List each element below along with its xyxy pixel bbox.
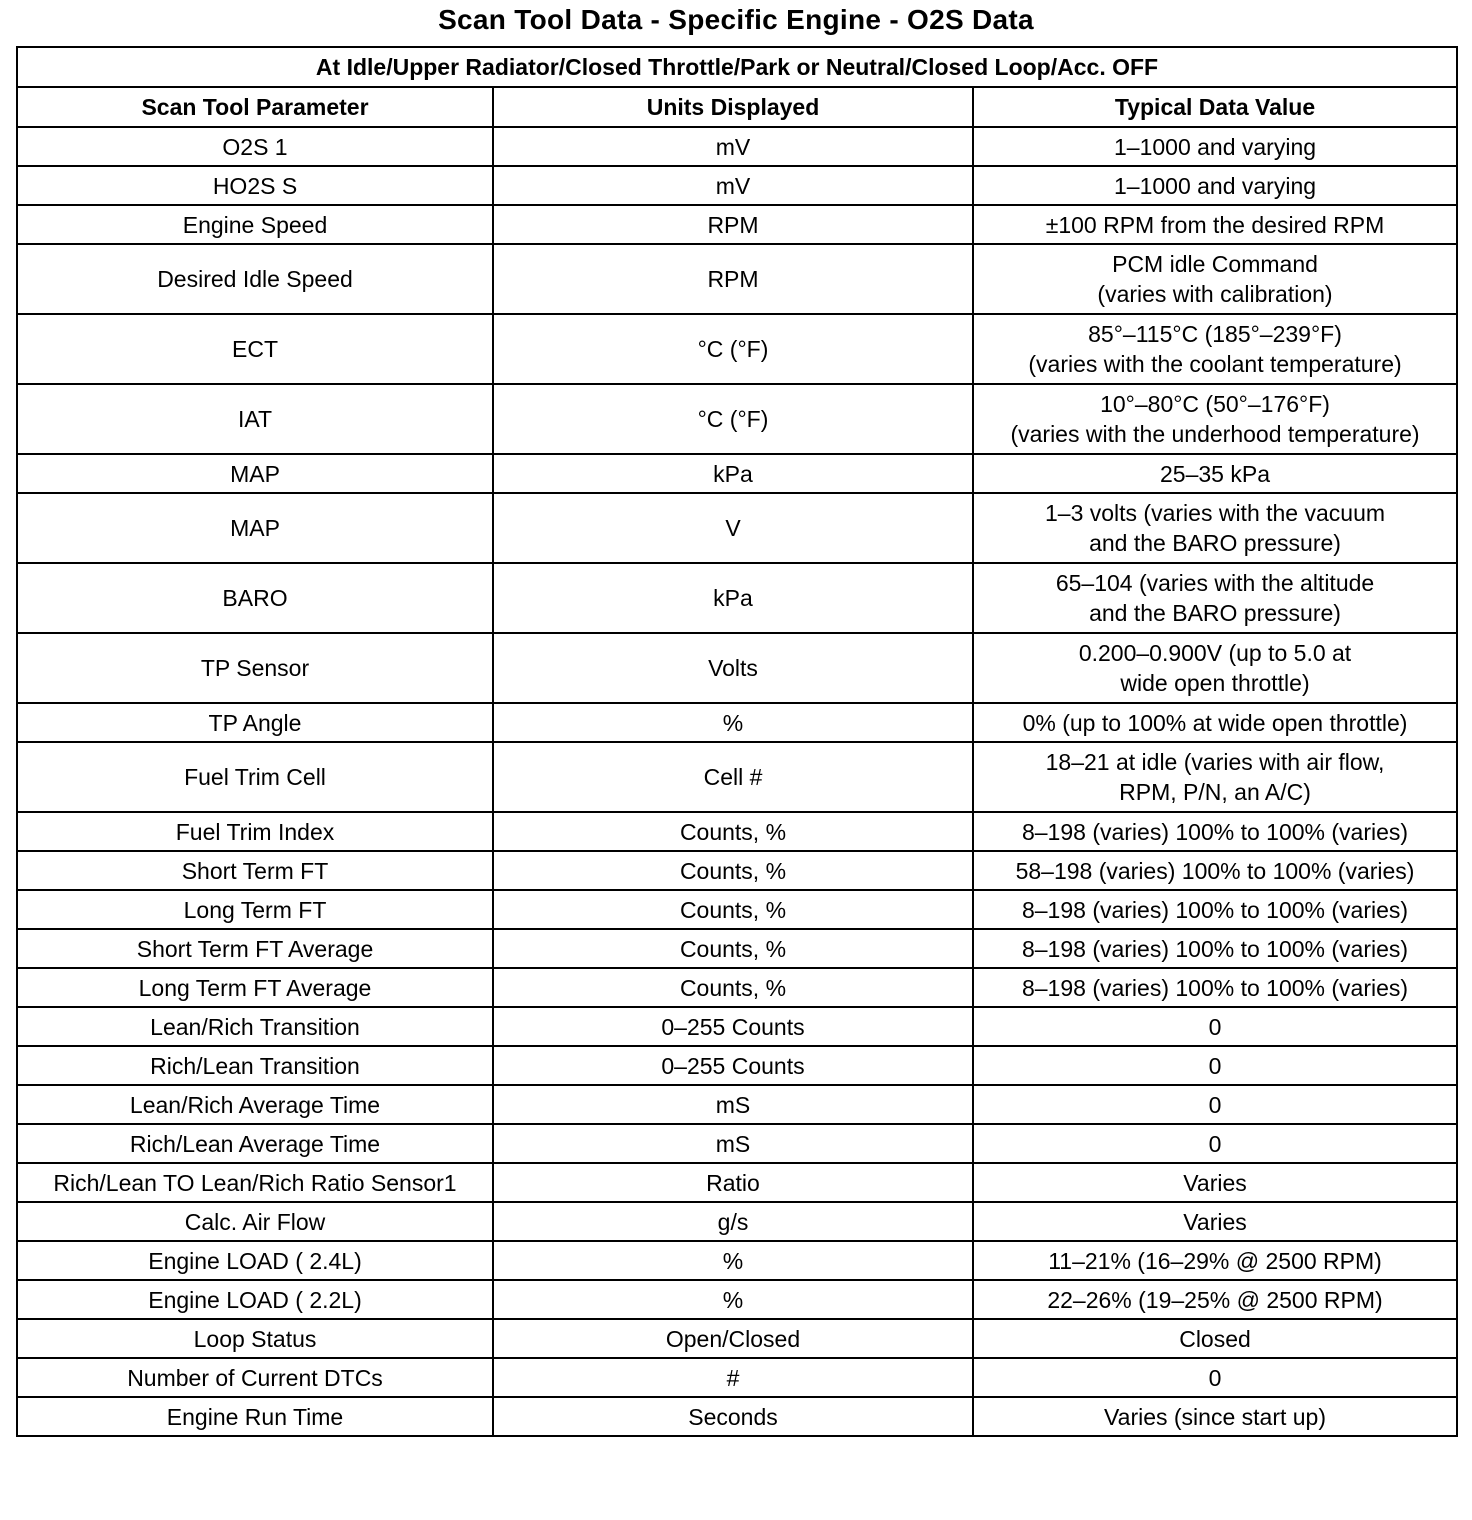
value-cell: [973, 1397, 1457, 1436]
units-cell: 0–255 Counts: [493, 1007, 973, 1046]
parameter-cell: Fuel Trim Cell: [17, 742, 493, 812]
value-cell: [973, 633, 1457, 703]
table-row: [17, 1163, 1457, 1202]
value-line: 0: [1208, 1130, 1222, 1157]
value-cell: [973, 1280, 1457, 1319]
units-cell: Counts, %: [493, 851, 973, 890]
units-cell: %: [493, 1280, 973, 1319]
value-line: 8–198 (varies) 100% to 100% (varies): [1021, 935, 1409, 962]
parameter-cell: HO2S S: [17, 166, 493, 205]
value-cell: [973, 703, 1457, 742]
value-line: (varies with the underhood temperature): [1010, 421, 1420, 447]
scan-tool-data-table: [16, 46, 1458, 1437]
value-line: 0.200–0.900V (up to 5.0 at: [1078, 640, 1352, 666]
units-cell: #: [493, 1358, 973, 1397]
parameter-cell: Engine Run Time: [17, 1397, 493, 1436]
condition-row: [17, 47, 1457, 87]
value-line: 85°–115°C (185°–239°F): [1088, 321, 1342, 347]
value-line: RPM, P/N, an A/C): [1119, 779, 1311, 805]
value-line: 0: [1208, 1091, 1222, 1118]
value-cell: [973, 890, 1457, 929]
value-cell: [973, 244, 1457, 314]
value-cell: [973, 1046, 1457, 1085]
parameter-cell: Short Term FT: [17, 851, 493, 890]
table-row: [17, 929, 1457, 968]
parameter-cell: Engine Speed: [17, 205, 493, 244]
units-cell: mS: [493, 1124, 973, 1163]
value-line: 11–21% (16–29% @ 2500 RPM): [1048, 1247, 1382, 1274]
value-line: and the BARO pressure): [1089, 600, 1341, 626]
units-cell: mV: [493, 127, 973, 166]
units-cell: Counts, %: [493, 929, 973, 968]
value-line: 25–35 kPa: [1160, 460, 1270, 487]
parameter-cell: Engine LOAD ( 2.2L): [17, 1280, 493, 1319]
table-row: [17, 1241, 1457, 1280]
value-cell: [973, 1124, 1457, 1163]
units-cell: mV: [493, 166, 973, 205]
table-row: [17, 968, 1457, 1007]
value-cell: [973, 127, 1457, 166]
value-cell: [973, 1007, 1457, 1046]
value-line: Closed: [1179, 1325, 1251, 1352]
table-row: [17, 563, 1457, 633]
units-cell: 0–255 Counts: [493, 1046, 973, 1085]
value-line: 0% (up to 100% at wide open throttle): [1022, 709, 1408, 736]
value-line: 8–198 (varies) 100% to 100% (varies): [1021, 974, 1409, 1001]
page-title: Scan Tool Data - Specific Engine - O2S Data: [438, 4, 1034, 35]
value-cell: [973, 742, 1457, 812]
value-line: 1–3 volts (varies with the vacuum: [1044, 500, 1386, 526]
value-cell: [973, 929, 1457, 968]
units-cell: g/s: [493, 1202, 973, 1241]
value-line: Varies (since start up): [1104, 1403, 1326, 1430]
parameter-cell: Lean/Rich Average Time: [17, 1085, 493, 1124]
column-header-value: Typical Data Value: [973, 87, 1457, 127]
table-row: [17, 890, 1457, 929]
value-line: 8–198 (varies) 100% to 100% (varies): [1021, 818, 1409, 845]
value-line: Varies: [1183, 1169, 1247, 1196]
units-cell: Counts, %: [493, 968, 973, 1007]
table-row: [17, 742, 1457, 812]
parameter-cell: Rich/Lean Transition: [17, 1046, 493, 1085]
table-row: [17, 851, 1457, 890]
units-cell: Seconds: [493, 1397, 973, 1436]
value-line: 1–1000 and varying: [1113, 133, 1317, 160]
units-cell: kPa: [493, 454, 973, 493]
table-row: [17, 1007, 1457, 1046]
value-line: 1–1000 and varying: [1113, 172, 1317, 199]
units-cell: °C (°F): [493, 314, 973, 384]
parameter-cell: Fuel Trim Index: [17, 812, 493, 851]
value-cell: [973, 1358, 1457, 1397]
value-line: ±100 RPM from the desired RPM: [1045, 211, 1385, 238]
column-header-row: [17, 87, 1457, 127]
value-cell: [973, 563, 1457, 633]
value-line: (varies with the coolant temperature): [1028, 351, 1402, 377]
value-cell: [973, 1085, 1457, 1124]
table-row: [17, 166, 1457, 205]
value-line: Varies: [1183, 1208, 1247, 1235]
value-line: wide open throttle): [1120, 670, 1310, 696]
units-cell: kPa: [493, 563, 973, 633]
parameter-cell: Number of Current DTCs: [17, 1358, 493, 1397]
units-cell: Ratio: [493, 1163, 973, 1202]
value-line: and the BARO pressure): [1089, 530, 1341, 556]
value-line: PCM idle Command: [1112, 251, 1318, 277]
units-cell: °C (°F): [493, 384, 973, 454]
units-cell: Counts, %: [493, 890, 973, 929]
value-line: 10°–80°C (50°–176°F): [1100, 391, 1330, 417]
value-line: 22–26% (19–25% @ 2500 RPM): [1047, 1286, 1383, 1313]
parameter-cell: MAP: [17, 493, 493, 563]
parameter-cell: O2S 1: [17, 127, 493, 166]
table-row: [17, 314, 1457, 384]
table-row: [17, 1358, 1457, 1397]
value-line: 0: [1208, 1052, 1222, 1079]
value-line: 8–198 (varies) 100% to 100% (varies): [1021, 896, 1409, 923]
table-row: [17, 205, 1457, 244]
value-line: 65–104 (varies with the altitude: [1055, 570, 1375, 596]
units-cell: RPM: [493, 205, 973, 244]
value-line: 0: [1208, 1013, 1222, 1040]
parameter-cell: ECT: [17, 314, 493, 384]
condition-header: At Idle/Upper Radiator/Closed Throttle/Park or Neutral/Closed Loop/Acc. OFF: [17, 47, 1457, 87]
units-cell: V: [493, 493, 973, 563]
value-cell: [973, 1319, 1457, 1358]
value-cell: [973, 1163, 1457, 1202]
value-cell: [973, 1202, 1457, 1241]
value-line: 0: [1208, 1364, 1222, 1391]
parameter-cell: TP Sensor: [17, 633, 493, 703]
value-cell: [973, 166, 1457, 205]
value-cell: [973, 1241, 1457, 1280]
parameter-cell: TP Angle: [17, 703, 493, 742]
table-row: [17, 493, 1457, 563]
parameter-cell: IAT: [17, 384, 493, 454]
column-header-units: Units Displayed: [493, 87, 973, 127]
parameter-cell: Rich/Lean Average Time: [17, 1124, 493, 1163]
parameter-cell: Long Term FT: [17, 890, 493, 929]
table-row: [17, 1046, 1457, 1085]
value-cell: [973, 384, 1457, 454]
units-cell: Counts, %: [493, 812, 973, 851]
value-cell: [973, 851, 1457, 890]
column-header-parameter: Scan Tool Parameter: [17, 87, 493, 127]
parameter-cell: Engine LOAD ( 2.4L): [17, 1241, 493, 1280]
table-row: [17, 454, 1457, 493]
parameter-cell: BARO: [17, 563, 493, 633]
value-line: 58–198 (varies) 100% to 100% (varies): [1015, 857, 1415, 884]
table-row: [17, 1319, 1457, 1358]
table-body: [17, 127, 1457, 1436]
parameter-cell: Loop Status: [17, 1319, 493, 1358]
table-row: [17, 244, 1457, 314]
value-cell: [973, 812, 1457, 851]
table-row: [17, 703, 1457, 742]
value-cell: [973, 205, 1457, 244]
table-row: [17, 1085, 1457, 1124]
value-line: 18–21 at idle (varies with air flow,: [1045, 749, 1385, 775]
parameter-cell: Lean/Rich Transition: [17, 1007, 493, 1046]
units-cell: Volts: [493, 633, 973, 703]
table-row: [17, 1202, 1457, 1241]
parameter-cell: MAP: [17, 454, 493, 493]
units-cell: %: [493, 1241, 973, 1280]
units-cell: Cell #: [493, 742, 973, 812]
units-cell: mS: [493, 1085, 973, 1124]
parameter-cell: Calc. Air Flow: [17, 1202, 493, 1241]
value-line: (varies with calibration): [1097, 281, 1333, 307]
table-row: [17, 812, 1457, 851]
value-cell: [973, 454, 1457, 493]
units-cell: Open/Closed: [493, 1319, 973, 1358]
parameter-cell: Short Term FT Average: [17, 929, 493, 968]
table-row: [17, 1280, 1457, 1319]
parameter-cell: Rich/Lean TO Lean/Rich Ratio Sensor1: [17, 1163, 493, 1202]
parameter-cell: Long Term FT Average: [17, 968, 493, 1007]
value-cell: [973, 314, 1457, 384]
units-cell: RPM: [493, 244, 973, 314]
units-cell: %: [493, 703, 973, 742]
parameter-cell: Desired Idle Speed: [17, 244, 493, 314]
table-row: [17, 1397, 1457, 1436]
table-row: [17, 384, 1457, 454]
table-row: [17, 633, 1457, 703]
table-row: [17, 127, 1457, 166]
value-cell: [973, 493, 1457, 563]
table-row: [17, 1124, 1457, 1163]
value-cell: [973, 968, 1457, 1007]
